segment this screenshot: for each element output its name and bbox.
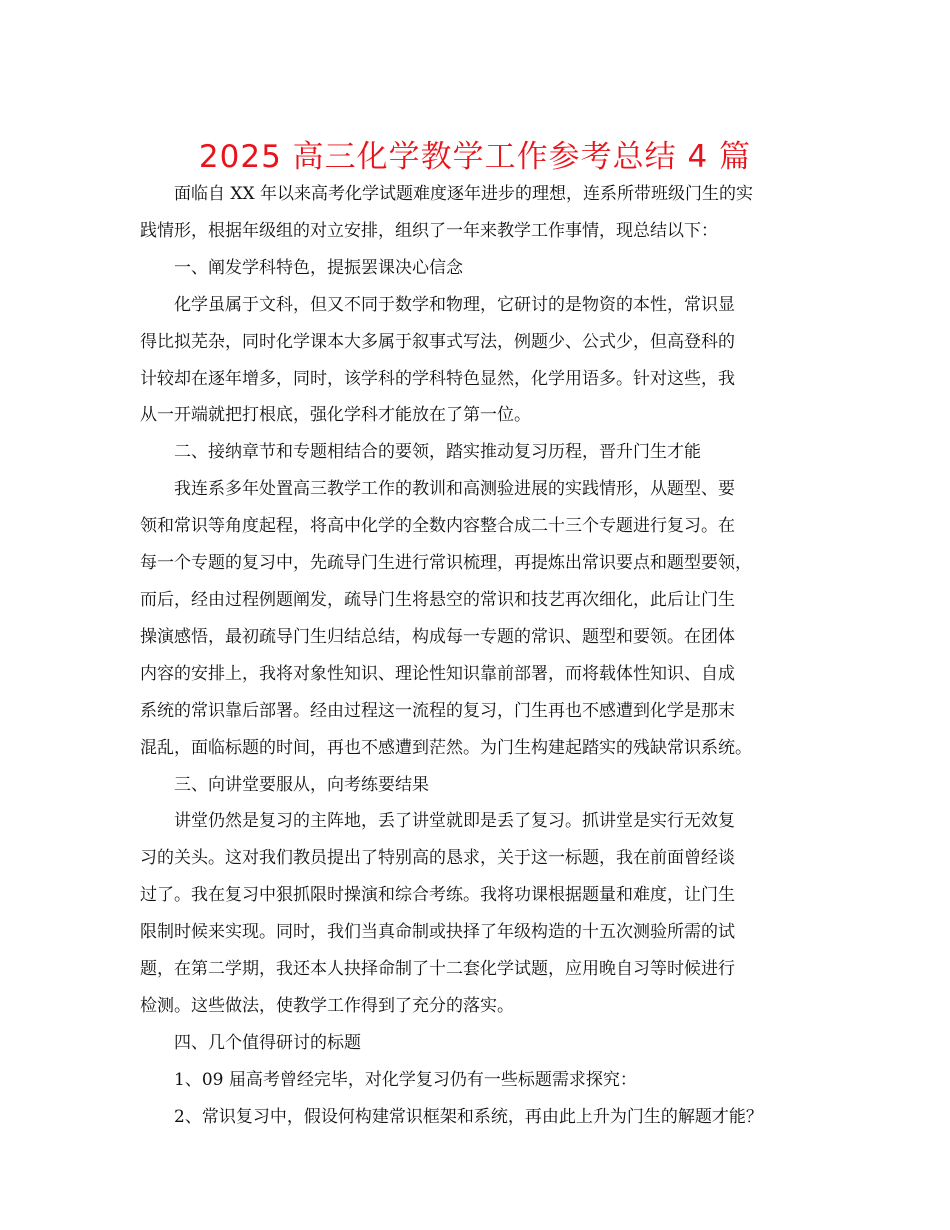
body-text-line: 一、阐发学科特色，提振罢课决心信念	[174, 257, 463, 278]
body-text-line: 每一个专题的复习中，先疏导门生进行常识梳理，再提炼出常识要点和题型要领，	[140, 553, 752, 574]
document-title: 2025 高三化学教学工作参考总结 4 篇	[198, 139, 752, 175]
body-text-line: 践情形，根据年级组的对立安排，组织了一年来教学工作事情，现总结以下：	[140, 220, 718, 241]
body-text-line: 而后，经由过程例题阐发，疏导门生将悬空的常识和技艺再次细化，此后让门生	[140, 589, 735, 610]
body-text-line: 得比拟芜杂，同时化学课本大多属于叙事式写法，例题少、公式少，但高登科的	[140, 331, 735, 352]
body-text-line: 面临自 XX 年以来高考化学试题难度逐年进步的理想，连系所带班级门生的实	[174, 184, 754, 204]
body-text-line: 计较却在逐年增多，同时，该学科的学科特色显然，化学用语多。针对这些，我	[140, 368, 735, 389]
body-text-line: 混乱，面临标题的时间，再也不感遭到茫然。为门生构建起踏实的残缺常识系统。	[140, 737, 752, 758]
body-text-line: 习的关头。这对我们教员提出了特别高的恳求，关于这一标题，我在前面曾经谈	[140, 848, 735, 869]
body-text-line: 我连系多年处置高三教学工作的教训和高测验进展的实践情形，从题型、要	[174, 479, 735, 500]
body-text-line: 过了。我在复习中狠抓限时操演和综合考练。我将功课根据题量和难度，让门生	[140, 885, 735, 906]
document-body	[140, 176, 830, 1136]
body-text-line: 题，在第二学期，我还本人抉择命制了十二套化学试题，应用晚自习等时候进行	[140, 959, 735, 980]
body-text-line: 检测。这些做法，使教学工作得到了充分的落实。	[140, 995, 514, 1016]
body-text-line: 四、几个值得研讨的标题	[174, 1032, 361, 1053]
body-text-line: 2、常识复习中，假设何构建常识框架和系统，再由此上升为门生的解题才能？	[174, 1106, 763, 1127]
body-text-line: 化学虽属于文科，但又不同于数学和物理，它研讨的是物资的本性，常识显	[174, 294, 735, 315]
body-text-line: 领和常识等角度起程，将高中化学的全数内容整合成二十三个专题进行复习。在	[140, 516, 735, 537]
body-text-line: 三、向讲堂要服从，向考练要结果	[174, 774, 429, 795]
body-text-line: 1、09 届高考曾经完毕，对化学复习仍有一些标题需求探究：	[174, 1069, 637, 1090]
body-text-line: 系统的常识靠后部署。经由过程这一流程的复习，门生再也不感遭到化学是那末	[140, 700, 735, 721]
body-text-line: 操演感悟，最初疏导门生归结总结，构成每一专题的常识、题型和要领。在团体	[140, 626, 735, 647]
body-text-line: 讲堂仍然是复习的主阵地，丢了讲堂就即是丢了复习。抓讲堂是实行无效复	[174, 811, 735, 832]
body-text-line: 限制时候来实现。同时，我们当真命制或抉择了年级构造的十五次测验所需的试	[140, 922, 735, 943]
body-text-line: 从一开端就把打根底，强化学科才能放在了第一位。	[140, 405, 531, 426]
body-text-line: 二、接纳章节和专题相结合的要领，踏实推动复习历程，晋升门生才能	[174, 442, 701, 463]
body-text-line: 内容的安排上，我将对象性知识、理论性知识靠前部署，而将载体性知识、自成	[140, 663, 735, 684]
